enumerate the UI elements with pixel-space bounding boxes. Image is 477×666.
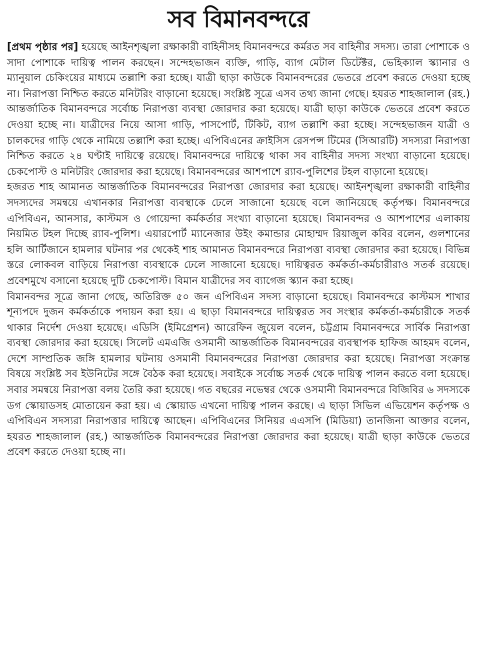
continued-label: [প্রথম পৃষ্ঠার পর] [7,42,79,53]
paragraph-2: হজরত শাহ আমানত আন্তর্জাতিক বিমানবন্দরের নিরাপত্তা জোরদার করা হয়েছে। আইনশৃঙ্খলা রক্ষাকারী বাহিনীর সদস্যদের সমন্বয়ে এখানকার নিরাপত্তা ব্যবস্থাকে ঢেলে সাজানো হয়েছে বলে জানিয়েছে কর্তৃপক্ষ। বিমানবন্দরে এপিবিএন, আনসার, কাস্টমস ও গোয়েন্দা কর্মকর্তার সংখ্যা বাড়ানো হয়েছে। বিমানবন্দর ও আশপাশের এলাকায় নিয়মিত টহল দিচ্ছে র‌্যাব-পুলিশ। এয়ারপোর্ট ম্যানেজার উইং কমান্ডার মোহাম্মদ রিয়াজুল কবির বলেন, গুলশানের হলি আর্টিজানে হামলার ঘটনার পর থেকেই শাহ আমানত বিমানবন্দরে নিরাপত্তা ব্যবস্থা জোরদার করা হয়েছে। বিভিন্ন স্তরে লোকবল বাড়িয়ে নিরাপত্তা ব্যবস্থাকে ঢেলে সাজানো হয়েছে। দায়িত্বরত কর্মকর্তা-কর্মচারীরাও সতর্ক রয়েছে। প্রবেশমুখে বসানো হয়েছে দুটি চেকপোস্ট। বিমান যাত্রীদের সব ব্যাগেজ স্ক্যান করা হচ্ছে। [7,182,470,287]
paragraph-1-text: হয়েছে আইনশৃঙ্খলা রক্ষাকারী বাহিনীসহ বিমানবন্দরে কর্মরত সব বাহিনীর সদস্য। তারা পোশাকে ও সাদা পোশাকে দায়িত্ব পালন করছেন। সন্দেহভাজন ব্যক্তি, গাড়ি, ব্যাগ মেটাল ডিটেক্টর, ভেহিক্যাল স্ক্যানার ও ম্যানুয়াল চেকিংয়ের মাধ্যমে তল্লাশি করা হচ্ছে। যাত্রী ছাড়া কাউকে বিমানবন্দরের ভেতরে প্রবেশ করতে দেওয়া হচ্ছে না। নিরাপত্তা নিশ্চিত করতে মনিটরিং বাড়ানো হয়েছে। সংশ্লিষ্ট সূত্রে এসব তথ্য জানা গেছে। হযরত শাহজালাল (রহ.) আন্তর্জাতিক বিমানবন্দরে সর্বোচ্চ নিরাপত্তা ব্যবস্থা জোরদার করা হয়েছে। যাত্রী ছাড়া কাউকে ভেতরে প্রবেশ করতে দেওয়া হচ্ছে না। যাত্রীদের নিয়ে আসা গাড়ি, পাসপোর্ট, টিকিট, ব্যাগ তল্লাশি করা হচ্ছে। সন্দেহভাজন যাত্রী ও চালকদের গাড়ি থেকে নামিয়ে তল্লাশি করা হচ্ছে। এপিবিএনের ক্রাইসিস রেসপন্স টিমের (সিআরটি) সদস্যরা নিরাপত্তা নিশ্চিত করতে ২৪ ঘণ্টাই দায়িত্বে রয়েছে। বিমানবন্দরে দায়িত্বে থাকা সব বাহিনীর সদস্য সংখ্যা বাড়ানো হয়েছে। চেকপোস্ট ও মনিটরিং জোরদার করা হয়েছে। বিমানবন্দরের আশপাশে র‌্যাব-পুলিশের টহল বাড়ানো হয়েছে। [7,42,470,178]
article-body [7,40,470,461]
paragraph-3: বিমানবন্দর সূত্রে জানা গেছে, অতিরিক্ত ৫০ জন এপিবিএন সদস্য বাড়ানো হয়েছে। বিমানবন্দরে কাস্টমস শাখার শূন্যপদে দুজন কর্মকর্তাকে পদায়ন করা হয়। এ ছাড়া বিমানবন্দরে দায়িত্বরত সব সংস্থার কর্মকর্তা-কর্মচারীকে সতর্ক থাকার নির্দেশ দেওয়া হয়েছে। এডিসি (ইমিগ্রেশন) আরেফিন জুয়েল বলেন, চট্টগ্রাম বিমানবন্দরে সার্বিক নিরাপত্তা ব্যবস্থা জোরদার করা হয়েছে। সিলেট এমএজি ওসমানী আন্তর্জাতিক বিমানবন্দরের ব্যবস্থাপক হাফিজ আহমদ বলেন, দেশে সাম্প্রতিক জঙ্গি হামলার ঘটনায় ওসমানী বিমানবন্দরের নিরাপত্তা জোরদার করা হয়েছে। নিরাপত্তা সংক্রান্ত বিষয়ে সংশ্লিষ্ট সব ইউনিটের সঙ্গে বৈঠক করা হয়েছে। সবাইকে সর্বোচ্চ সতর্ক থেকে দায়িত্ব পালন করতে বলা হয়েছে। সবার সমন্বয়ে নিরাপত্তা বলয় তৈরি করা হয়েছে। গত বছরের নভেম্বর থেকে ওসমানী বিমানবন্দরে বিজিবির ৬ সদস্যকে ডগ স্কোয়াডসহ মোতায়েন করা হয়। এ স্কোয়াড এখনো দায়িত্ব পালন করছে। এ ছাড়া সিভিল এভিয়েশন কর্তৃপক্ষ ও এপিবিএন সদস্যরা নিরাপত্তার দায়িত্বে আছেন। এপিবিএনের সিনিয়র এএসপি (মিডিয়া) তানজিনা আক্তার বলেন, হযরত শাহজালাল (রহ.) আন্তর্জাতিক বিমানবন্দরের নিরাপত্তা জোরদার করা হয়েছে। যাত্রী ছাড়া কাউকে ভেতরে প্রবেশ করতে দেওয়া হচ্ছে না। [7,291,470,459]
paragraph-1 [7,40,470,180]
headline: সব বিমানবন্দরে [167,7,310,33]
